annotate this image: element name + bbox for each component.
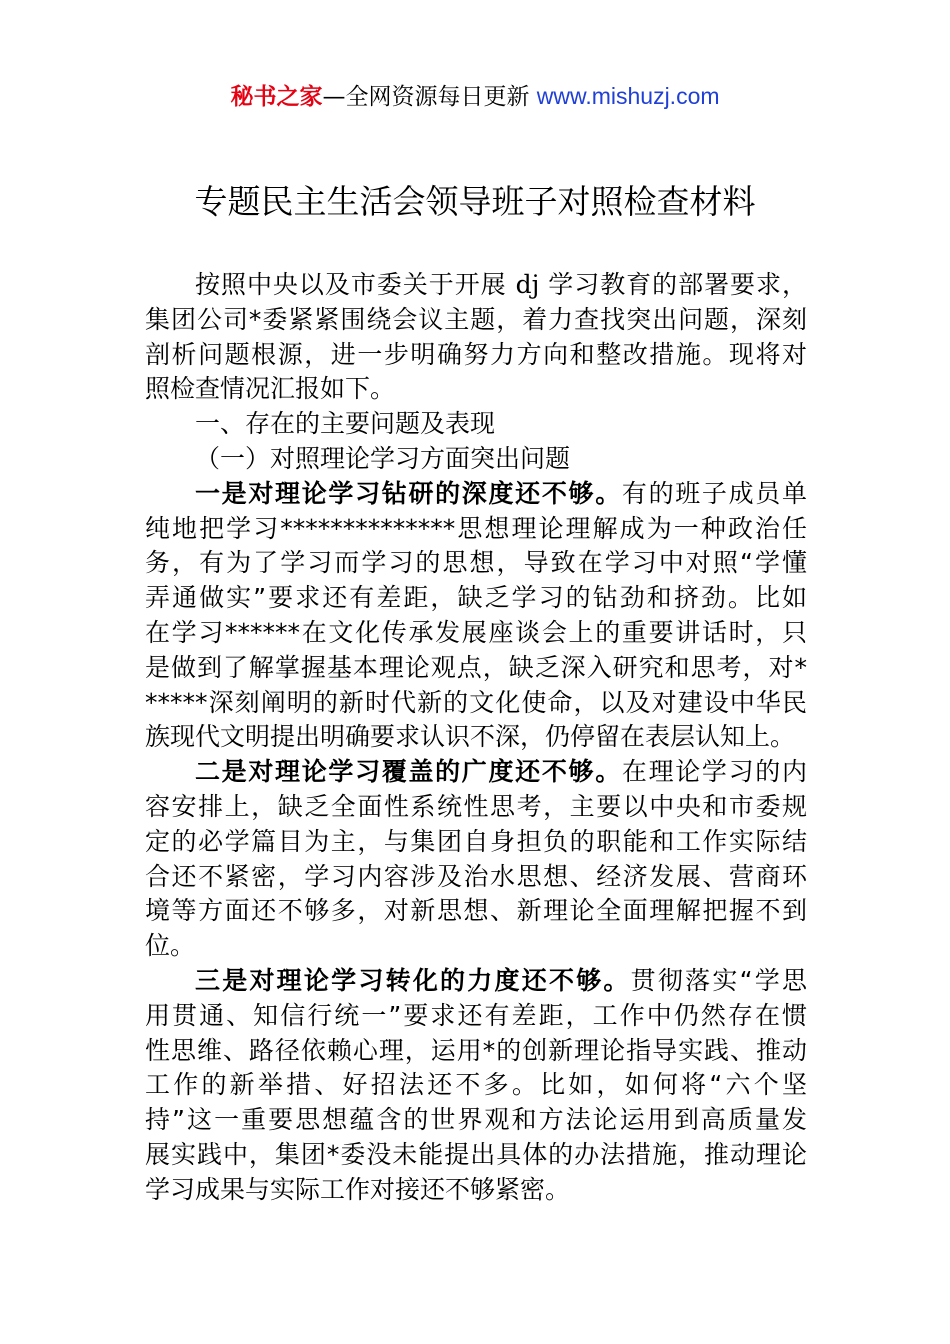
paragraph-intro-line: 按照中央以及市委关于开展 dj 学习教育的部署要求， [195, 270, 807, 299]
point-two-text: 在理论学习的内 [621, 757, 807, 787]
point-two-line: 容安排上，缺乏全面性系统性思考，主要以中央和市委规 [145, 791, 807, 821]
point-two-line: 位。 [145, 931, 196, 961]
point-three-line: 用贯通、知信行统一”要求还有差距，工作中仍然存在惯 [145, 1000, 807, 1030]
point-one-line: *****深刻阐明的新时代新的文化使命，以及对建设中华民 [145, 687, 807, 717]
point-three-heading: 三是对理论学习转化的力度还不够。 [195, 965, 631, 995]
point-three-text: 贯彻落实“学思 [630, 965, 807, 995]
point-one-line: 是做到了解掌握基本理论观点，缺乏深入研究和思考，对* [145, 652, 807, 682]
section-heading: 一、存在的主要问题及表现 [195, 409, 496, 439]
header-tagline: —全网资源每日更新 [322, 84, 530, 110]
point-one-line: 弄通做实”要求还有差距，缺乏学习的钻劲和挤劲。比如 [145, 583, 807, 613]
point-two-first-line [145, 755, 807, 790]
point-three-line: 性思维、路径依赖心理，运用*的创新理论指导实践、推动 [145, 1035, 807, 1065]
point-two-line: 境等方面还不够多，对新思想、新理论全面理解把握不到 [145, 896, 807, 926]
point-one-line: 纯地把学习**************思想理论理解成为一种政治任 [145, 513, 807, 543]
point-two-line: 定的必学篇目为主，与集团自身担负的职能和工作实际结 [145, 826, 807, 856]
brand-name: 秘书之家 [230, 84, 323, 110]
point-three-line: 学习成果与实际工作对接还不够紧密。 [145, 1174, 571, 1204]
point-one-line: 在学习******在文化传承发展座谈会上的重要讲话时，只 [145, 617, 807, 647]
site-header [0, 80, 950, 113]
document-body [145, 268, 807, 1208]
point-three-line: 持”这一重要思想蕴含的世界观和方法论运用到高质量发 [145, 1105, 807, 1135]
subsection-heading: （一）对照理论学习方面突出问题 [195, 443, 571, 473]
point-two-line: 合还不紧密，学习内容涉及治水思想、经济发展、营商环 [145, 861, 807, 891]
point-one-first-line [145, 477, 807, 512]
point-three-first-line [145, 964, 807, 999]
site-url-link[interactable]: www.mishuzj.com [536, 83, 720, 109]
point-one-line: 族现代文明提出明确要求认识不深，仍停留在表层认知上。 [145, 722, 796, 752]
point-one-text: 有的班子成员单 [621, 478, 807, 508]
paragraph-intro-line: 剖析问题根源，进一步明确努力方向和整改措施。现将对 [145, 339, 807, 369]
document-title: 专题民主生活会领导班子对照检查材料 [194, 182, 756, 221]
point-three-line: 工作的新举措、好招法还不多。比如，如何将“六个坚 [145, 1070, 807, 1100]
point-one-line: 务，有为了学习而学习的思想，导致在学习中对照“学懂 [145, 548, 807, 578]
paragraph-intro-line: 集团公司*委紧紧围绕会议主题，着力查找突出问题，深刻 [145, 304, 807, 334]
point-one-heading: 一是对理论学习钻研的深度还不够。 [195, 478, 622, 508]
point-three-line: 展实践中，集团*委没未能提出具体的办法措施，推动理论 [145, 1139, 807, 1169]
point-two-heading: 二是对理论学习覆盖的广度还不够。 [195, 757, 622, 787]
paragraph-intro-line: 照检查情况汇报如下。 [145, 374, 396, 404]
